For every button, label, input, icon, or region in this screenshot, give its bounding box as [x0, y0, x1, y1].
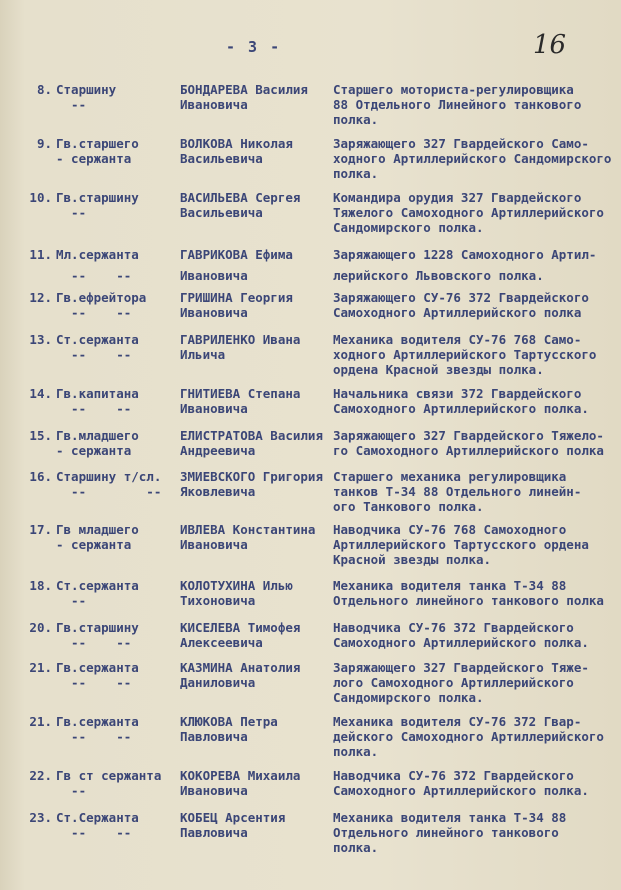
- entry-position: [333, 620, 618, 650]
- entry-name: [180, 810, 335, 840]
- entry-rank-line: --: [56, 593, 87, 608]
- entry-position-line: лерийского Львовского полка.: [333, 268, 544, 283]
- entry-position-line: Наводчика СУ-76 768 Самоходного: [333, 522, 567, 537]
- entry-rank-line: Гв.старшего: [56, 136, 139, 151]
- entry-position: [333, 522, 618, 567]
- entry-rank-line: - сержанта: [56, 443, 132, 458]
- entry-name-line: Ивановича: [180, 268, 248, 283]
- entry-number: 21.: [29, 714, 52, 729]
- entry-name-line: ГАВРИКОВА Ефима: [180, 247, 293, 262]
- entry-position-line: полка.: [333, 166, 379, 181]
- entry-number: 15.: [29, 428, 52, 443]
- entry-position-line: Самоходного Артиллерийского полка.: [333, 401, 589, 416]
- entry-position: [333, 428, 618, 458]
- entry-name-line: Ивановича: [180, 783, 248, 798]
- entry-rank-line: Мл.сержанта: [56, 247, 139, 262]
- entry-position: [333, 386, 618, 416]
- entry-rank-line: Старшину: [56, 82, 117, 97]
- entry-rank-line: -- --: [56, 675, 132, 690]
- entry-rank-line: -- --: [56, 347, 132, 362]
- entry-position: [333, 190, 618, 235]
- entry-name: [180, 332, 335, 362]
- entry-name: [180, 768, 335, 798]
- entry-number: 21.: [29, 660, 52, 675]
- entry-number: 23.: [29, 810, 52, 825]
- entry-position-line: лого Самоходного Артиллерийского: [333, 675, 574, 690]
- entry-position-line: Заряжающего 327 Гвардейского Само-: [333, 136, 589, 151]
- entry-name-line: Тихоновича: [180, 593, 256, 608]
- entry-rank-line: Старшину т/сл.: [56, 469, 162, 484]
- entry-position: [333, 578, 618, 608]
- entry-name-line: Павловича: [180, 825, 248, 840]
- entry-rank-line: Гв.старшину: [56, 620, 139, 635]
- entry-name-line: КИСЕЛЕВА Тимофея: [180, 620, 301, 635]
- entry-number: 8.: [36, 82, 52, 97]
- entry-rank-line: -- --: [56, 825, 132, 840]
- entry-rank-line: Гв.ефрейтора: [56, 290, 147, 305]
- entry-position-line: ордена Красной звезды полка.: [333, 362, 544, 377]
- entry-position-line: Наводчика СУ-76 372 Гвардейского: [333, 768, 574, 783]
- entry-rank-line: Гв.младшего: [56, 428, 139, 443]
- entry-number: 20.: [29, 620, 52, 635]
- entry-rank: [56, 522, 176, 552]
- entry-name: [180, 136, 335, 166]
- entry-position-line: Самоходного Артиллерийского полка: [333, 305, 582, 320]
- entry-name-line: Алексеевича: [180, 635, 263, 650]
- entry-name-line: Яковлевича: [180, 484, 256, 499]
- entry-position: [333, 768, 618, 798]
- entry-position-line: Заряжающего 327 Гвардейского Тяжело-: [333, 428, 604, 443]
- entry-rank: [56, 714, 176, 744]
- entry-position-line: Механика водителя СУ-76 372 Гвар-: [333, 714, 582, 729]
- entry-rank: [56, 290, 176, 320]
- entry-name: [180, 522, 335, 552]
- entry-name-line: Ильича: [180, 347, 226, 362]
- entry-rank-line: Гв.старшину: [56, 190, 139, 205]
- entry-name: [180, 244, 335, 286]
- entry-rank: [56, 244, 176, 286]
- entry-rank-line: -- --: [56, 484, 162, 499]
- entry-name-line: Ивановича: [180, 537, 248, 552]
- entry-name-line: Васильевича: [180, 151, 263, 166]
- entry-position-line: Тяжелого Самоходного Артиллерийского: [333, 205, 604, 220]
- entry-rank: [56, 428, 176, 458]
- entry-position-line: Механика водителя танка Т-34 88: [333, 578, 567, 593]
- entry-name: [180, 290, 335, 320]
- entry-name: [180, 428, 335, 458]
- entry-name-line: ЕЛИСТРАТОВА Василия: [180, 428, 323, 443]
- entry-position-line: полка.: [333, 744, 379, 759]
- entry-number: 17.: [29, 522, 52, 537]
- entry-position-line: ходного Артиллерийского Тартусского: [333, 347, 597, 362]
- entry-position-line: ого Танкового полка.: [333, 499, 484, 514]
- entry-position-line: Заряжающего 1228 Самоходного Артил-: [333, 247, 597, 262]
- entry-rank-line: Ст.Сержанта: [56, 810, 139, 825]
- entry-rank: [56, 768, 176, 798]
- entry-position-line: Механика водителя танка Т-34 88: [333, 810, 567, 825]
- entry-position: [333, 136, 618, 181]
- entry-name-line: Даниловича: [180, 675, 256, 690]
- entry-name-line: Ивановича: [180, 401, 248, 416]
- entry-name-line: КОБЕЦ Арсентия: [180, 810, 286, 825]
- entry-rank: [56, 332, 176, 362]
- entry-rank-line: Гв ст сержанта: [56, 768, 162, 783]
- entry-name-line: КЛЮКОВА Петра: [180, 714, 278, 729]
- entry-name-line: Ивановича: [180, 305, 248, 320]
- entry-number: 13.: [29, 332, 52, 347]
- entry-position-line: Заряжающего СУ-76 372 Гвардейского: [333, 290, 589, 305]
- entry-rank-line: Гв.капитана: [56, 386, 139, 401]
- entry-name: [180, 469, 335, 499]
- entry-name-line: ЗМИЕВСКОГО Григория: [180, 469, 323, 484]
- entry-name: [180, 386, 335, 416]
- entry-rank: [56, 190, 176, 220]
- entry-name-line: Васильевича: [180, 205, 263, 220]
- entry-number: 16.: [29, 469, 52, 484]
- entry-name-line: Андреевича: [180, 443, 256, 458]
- entry-name-line: ВАСИЛЬЕВА Сергея: [180, 190, 301, 205]
- entry-name: [180, 714, 335, 744]
- entry-position: [333, 82, 618, 127]
- entry-position-line: дейского Самоходного Артиллерийского: [333, 729, 604, 744]
- entry-number: 18.: [29, 578, 52, 593]
- entry-name: [180, 578, 335, 608]
- entry-rank: [56, 386, 176, 416]
- entry-position-line: Заряжающего 327 Гвардейского Тяже-: [333, 660, 589, 675]
- entry-rank: [56, 810, 176, 840]
- entry-name-line: КОКОРЕВА Михаила: [180, 768, 301, 783]
- entry-position-line: ходного Артиллерийского Сандомирского: [333, 151, 612, 166]
- entry-number: 12.: [29, 290, 52, 305]
- entry-position-line: танков Т-34 88 Отдельного линейн-: [333, 484, 582, 499]
- entry-rank-line: Гв.сержанта: [56, 714, 139, 729]
- handwritten-page-mark: 16: [533, 30, 567, 60]
- entry-position-line: Отдельного линейного танкового: [333, 825, 559, 840]
- entry-position-line: Сандомирского полка.: [333, 690, 484, 705]
- entry-rank: [56, 469, 176, 499]
- entry-rank-line: -- --: [56, 305, 132, 320]
- entry-name-line: БОНДАРЕВА Василия: [180, 82, 308, 97]
- entry-name: [180, 190, 335, 220]
- entry-rank: [56, 136, 176, 166]
- entry-rank-line: Ст.сержанта: [56, 332, 139, 347]
- entry-number: 22.: [29, 768, 52, 783]
- entry-rank-line: -- --: [56, 268, 132, 283]
- entry-name-line: КОЛОТУХИНА Илью: [180, 578, 293, 593]
- entry-position-line: Старшего моториста-регулировщика: [333, 82, 574, 97]
- entry-position: [333, 469, 618, 514]
- entry-number: 9.: [36, 136, 52, 151]
- entry-position-line: 88 Отдельного Линейного танкового: [333, 97, 582, 112]
- entry-name-line: КАЗМИНА Анатолия: [180, 660, 301, 675]
- entry-rank: [56, 82, 176, 112]
- entry-name-line: ГАВРИЛЕНКО Ивана: [180, 332, 301, 347]
- entry-position-line: Отдельного линейного танкового полка: [333, 593, 604, 608]
- entry-number: 14.: [29, 386, 52, 401]
- entry-position: [333, 290, 618, 320]
- entry-rank: [56, 578, 176, 608]
- entry-position-line: Самоходного Артиллерийского полка.: [333, 783, 589, 798]
- entry-position: [333, 660, 618, 705]
- entry-position: [333, 810, 618, 855]
- entry-position-line: го Самоходного Артиллерийского полка: [333, 443, 604, 458]
- entry-position-line: Командира орудия 327 Гвардейского: [333, 190, 582, 205]
- entry-position-line: Сандомирского полка.: [333, 220, 484, 235]
- entry-name: [180, 82, 335, 112]
- entry-name-line: Павловича: [180, 729, 248, 744]
- entry-rank-line: Гв.сержанта: [56, 660, 139, 675]
- entry-name-line: ГРИШИНА Георгия: [180, 290, 293, 305]
- entry-rank-line: --: [56, 97, 87, 112]
- entry-name-line: ИВЛЕВА Константина: [180, 522, 316, 537]
- entry-rank-line: --: [56, 205, 87, 220]
- entry-position-line: полка.: [333, 112, 379, 127]
- entry-position-line: Артиллерийского Тартусского ордена: [333, 537, 589, 552]
- entry-position: [333, 714, 618, 759]
- entry-position: [333, 244, 618, 286]
- page-number: - 3 -: [226, 38, 282, 56]
- entry-rank-line: - сержанта: [56, 537, 132, 552]
- entry-rank-line: Ст.сержанта: [56, 578, 139, 593]
- entry-position-line: Начальника связи 372 Гвардейского: [333, 386, 582, 401]
- entry-position: [333, 332, 618, 377]
- entry-position-line: Механика водителя СУ-76 768 Само-: [333, 332, 582, 347]
- entry-position-line: Красной звезды полка.: [333, 552, 492, 567]
- entry-number: 10.: [29, 190, 52, 205]
- entry-rank: [56, 620, 176, 650]
- entry-name-line: ГНИТИЕВА Степана: [180, 386, 301, 401]
- entry-rank-line: -- --: [56, 729, 132, 744]
- entry-name-line: Ивановича: [180, 97, 248, 112]
- entry-rank-line: -- --: [56, 401, 132, 416]
- entry-rank-line: -- --: [56, 635, 132, 650]
- entry-name-line: ВОЛКОВА Николая: [180, 136, 293, 151]
- entry-position-line: Самоходного Артиллерийского полка.: [333, 635, 589, 650]
- entry-number: 11.: [29, 247, 52, 262]
- entry-position-line: Старшего механика регулировщика: [333, 469, 567, 484]
- entry-name: [180, 620, 335, 650]
- entry-position-line: Наводчика СУ-76 372 Гвардейского: [333, 620, 574, 635]
- entry-rank: [56, 660, 176, 690]
- entry-name: [180, 660, 335, 690]
- entry-rank-line: Гв младшего: [56, 522, 139, 537]
- entry-position-line: полка.: [333, 840, 379, 855]
- entry-rank-line: - сержанта: [56, 151, 132, 166]
- entry-rank-line: --: [56, 783, 87, 798]
